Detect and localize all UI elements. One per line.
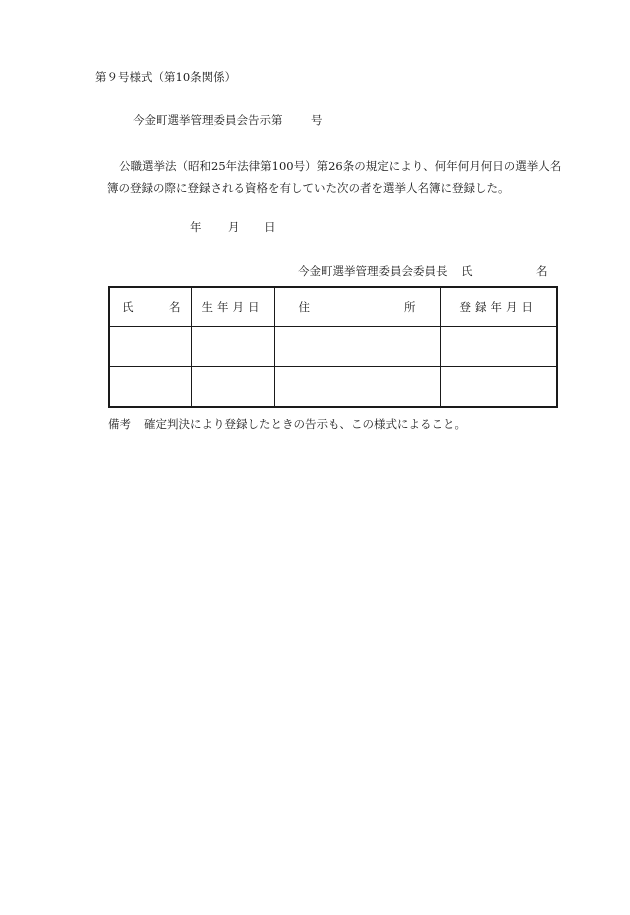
chair-name-label-first: 氏	[461, 264, 473, 278]
cell-name	[109, 327, 191, 367]
remarks-text: 確定判決により登録したときの告示も、この様式によること。	[144, 417, 466, 431]
chair-name-label-last: 名	[536, 264, 548, 278]
table-row	[109, 367, 557, 408]
remarks-label: 備考	[108, 417, 131, 431]
notice-body-line-1: 公職選挙法（昭和25年法律第100号）第26条の規定により、何年何月何日の選挙人名	[119, 159, 562, 173]
cell-name	[109, 367, 191, 408]
header-registration-date-label: 登録年月日	[459, 300, 537, 314]
header-name-last: 名	[169, 300, 181, 314]
date-year-label: 年	[190, 220, 202, 234]
chair-title: 今金町選挙管理委員会委員長	[298, 264, 448, 278]
header-birth-date-label: 生年月日	[201, 300, 264, 314]
header-address-first: 住	[298, 300, 310, 314]
date-month-label: 月	[228, 220, 240, 234]
header-name	[109, 287, 191, 327]
cell-registration-date	[440, 327, 557, 367]
header-address	[274, 287, 440, 327]
notice-body	[95, 155, 575, 199]
cell-birth-date	[191, 327, 274, 367]
registry-table	[108, 286, 558, 408]
header-registration-date	[440, 287, 557, 327]
notice-body-line-2: 簿の登録の際に登録される資格を有していた次の者を選挙人名簿に登録した。	[107, 181, 510, 195]
notice-number-suffix: 号	[311, 113, 323, 127]
cell-birth-date	[191, 367, 274, 408]
header-birth-date	[191, 287, 274, 327]
cell-address	[274, 327, 440, 367]
notice-title: 今金町選挙管理委員会告示第	[133, 113, 283, 127]
form-number: 第９号様式（第10条関係）	[95, 70, 237, 84]
header-address-last: 所	[404, 300, 416, 314]
cell-registration-date	[440, 367, 557, 408]
header-name-first: 氏	[122, 300, 134, 314]
cell-address	[274, 367, 440, 408]
table-row	[109, 327, 557, 367]
table-header-row	[109, 287, 557, 327]
date-day-label: 日	[264, 220, 276, 234]
